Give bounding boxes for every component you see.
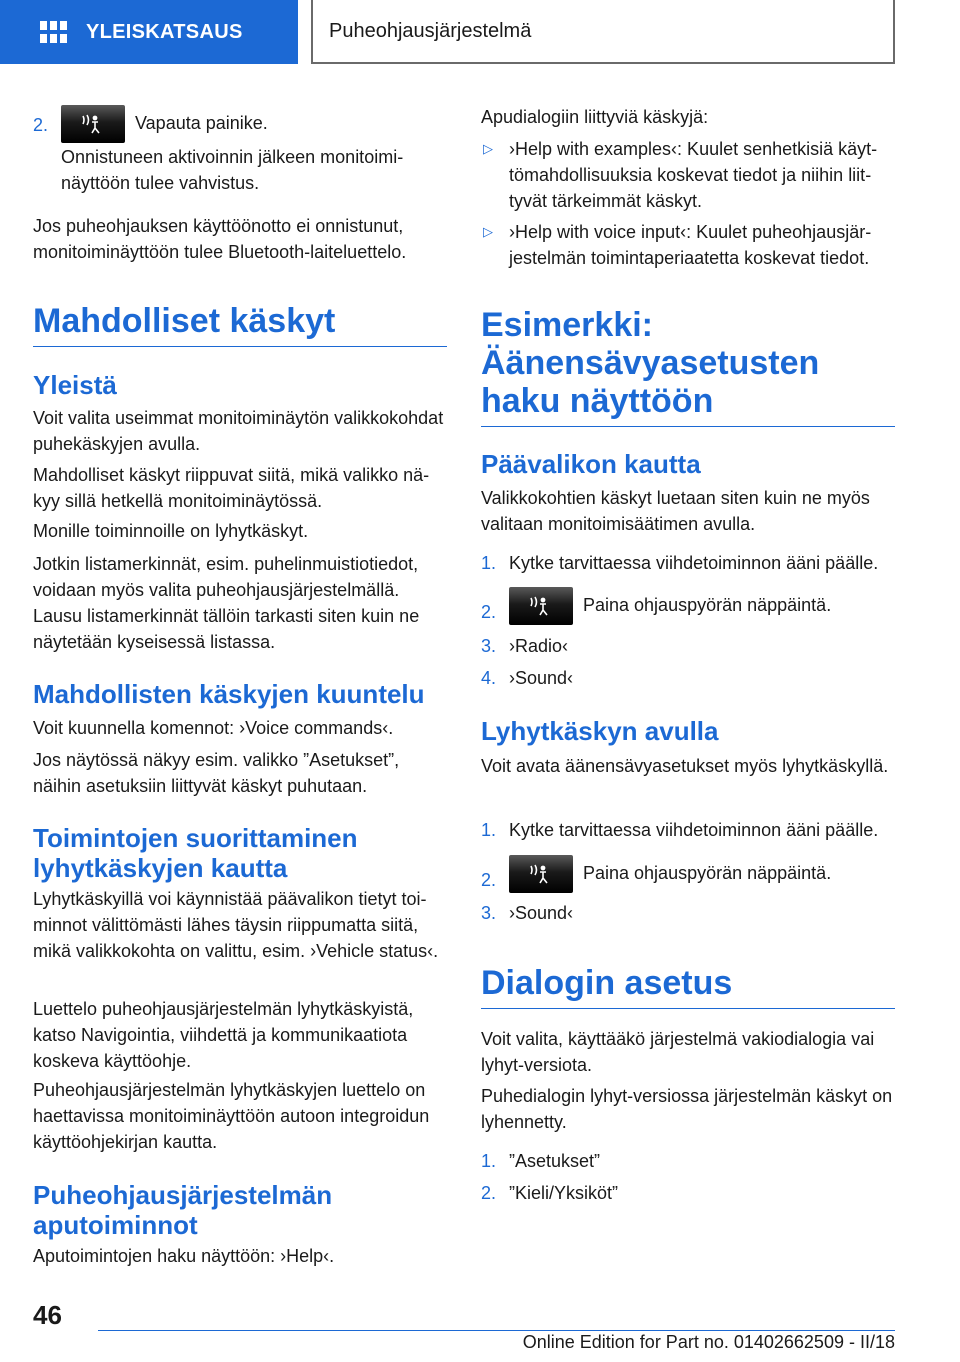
paragraph: Valikkokohtien käskyt luetaan siten kuin ne myös valitaan monitoimisäätimen avulla. xyxy=(481,488,870,534)
paragraph: Voit avata äänensävyasetukset myös lyhytkäskyllä. xyxy=(481,756,889,776)
step-note: Onnistuneen aktivoinnin jälkeen monitoiminäyttöön tulee vahvistus. xyxy=(61,147,404,193)
step-text: Vapauta painike. xyxy=(135,112,268,133)
bullet-icon: ▷ xyxy=(483,224,493,239)
step-text: ›Sound‹ xyxy=(509,903,574,923)
paragraph: Lyhytkäskyillä voi käynnistää päävalikon tietyt toiminnot välittömästi lähes täysin riippumatta siitä, mikä valikkokohta on valittu, esim. ›Vehicle status‹. xyxy=(33,889,439,961)
list-item xyxy=(481,633,895,659)
footer-divider xyxy=(98,1330,895,1331)
heading-aputoiminnot: Puheohjausjärjestelmän aputoiminnot xyxy=(33,1180,333,1240)
step-text: Kytke tarvittaessa viihdetoiminnon ääni päälle. xyxy=(509,553,879,573)
bullet-text: ›Help with examples‹: Kuulet senhetkisiä käyttömahdollisuuksia koskevat tiedot ja niihin liittyvät tärkeimmät käskyt. xyxy=(509,139,878,211)
step-number: 2. xyxy=(481,870,497,890)
step-text: ›Radio‹ xyxy=(509,636,569,656)
heading-mahdolliset-kaskyt: Mahdolliset käskyt xyxy=(33,302,447,347)
step-text: Paina ohjauspyörän näppäintä. xyxy=(583,594,832,615)
heading-kuuntelu: Mahdollisten käskyjen kuuntelu xyxy=(33,679,425,709)
paragraph: Voit kuunnella komennot: ›Voice commands‹. xyxy=(33,718,394,738)
page-number: 46 xyxy=(33,1300,62,1330)
paragraph: Monille toiminnoille on lyhytkäskyt. xyxy=(33,521,309,541)
list-item xyxy=(481,136,895,214)
paragraph: Voit valita, käyttääkö järjestelmä vakiodialogia vai lyhyt-versiota. xyxy=(481,1029,875,1075)
heading-lyhytkaskyn-avulla: Lyhytkäskyn avulla xyxy=(481,716,719,746)
paragraph: Apudialogiin liittyviä käskyjä: xyxy=(481,107,709,127)
step-number: 1. xyxy=(481,1151,497,1171)
list-item xyxy=(481,665,895,691)
list-item xyxy=(481,862,895,893)
section-title-text: Puheohjausjärjestelmä xyxy=(329,19,532,42)
footer-edition: Online Edition for Part no. 01402662509 - II/18 xyxy=(522,1332,895,1352)
voice-control-button-icon xyxy=(61,105,125,143)
list-item xyxy=(481,219,895,271)
list-item xyxy=(481,900,895,926)
step-text: Kytke tarvittaessa viihdetoiminnon ääni päälle. xyxy=(509,820,879,840)
paragraph: Mahdolliset käskyt riippuvat siitä, mikä valikko näkyy sillä hetkellä monitoiminäytössä. xyxy=(33,465,430,511)
paragraph: Puhedialogin lyhyt-versiossa järjestelmän käskyt on lyhennetty. xyxy=(481,1086,893,1132)
step-number: 1. xyxy=(481,553,497,573)
step-number: 2. xyxy=(33,115,49,135)
step-text: ›Sound‹ xyxy=(509,668,574,688)
step-text: ”Asetukset” xyxy=(509,1151,601,1171)
list-item xyxy=(481,594,895,625)
step-text: ”Kieli/Yksiköt” xyxy=(509,1183,619,1203)
left-column xyxy=(33,0,447,1300)
paragraph: Jotkin listamerkinnät, esim. puhelinmuistiotiedot, voidaan myös valita puheohjausjärjestelmällä. Lausu listamerkinnät tällöin tarkasti siten kuin ne näytetään kyseisessä listassa. xyxy=(33,554,420,652)
bullet-text: ›Help with voice input‹: Kuulet puheohjausjärjestelmän toimintaperiaatetta koskevat tiedot. xyxy=(509,222,872,268)
step-number: 2. xyxy=(481,1183,497,1203)
paragraph: Puheohjausjärjestelmän lyhytkäskyjen luettelo on haettavissa monitoiminäyttöön autoon integroidun käyttöohjekirjan kautta. xyxy=(33,1080,430,1152)
step-number: 3. xyxy=(481,636,497,656)
heading-yleista: Yleistä xyxy=(33,370,117,400)
step-number: 4. xyxy=(481,668,497,688)
voice-control-button-icon xyxy=(509,587,573,625)
right-column xyxy=(481,0,895,1300)
list-item xyxy=(481,817,895,843)
list-item xyxy=(481,1180,895,1206)
step-number: 1. xyxy=(481,820,497,840)
list-item xyxy=(481,1148,895,1174)
paragraph: Jos näytössä näkyy esim. valikko ”Asetukset”, näihin asetuksiin liittyvät käskyt puhutaan. xyxy=(33,750,400,796)
list-item xyxy=(481,550,895,576)
heading-dialogin-asetus: Dialogin asetus xyxy=(481,964,895,1009)
voice-control-button-icon xyxy=(509,855,573,893)
heading-esimerkki: Esimerkki: Äänensävyasetusten haku näyttöön xyxy=(481,306,895,427)
step-number: 3. xyxy=(481,903,497,923)
list-item xyxy=(33,112,447,196)
paragraph: Luettelo puheohjausjärjestelmän lyhytkäskyistä, katso Navigointia, viihdettä ja kommunikaatiota koskeva käyttöohje. xyxy=(33,999,414,1071)
header-tab-label: YLEISKATSAUS xyxy=(86,20,243,43)
heading-paavalikon-kautta: Päävalikon kautta xyxy=(481,449,701,479)
step-number: 2. xyxy=(481,602,497,622)
heading-lyhytkaskyt: Toimintojen suorittaminen lyhytkäskyjen kautta xyxy=(33,823,358,883)
paragraph: Jos puheohjauksen käyttöönotto ei onnistunut, monitoiminäyttöön tulee Bluetooth-laiteluettelo. xyxy=(33,216,407,262)
step-text: Paina ohjauspyörän näppäintä. xyxy=(583,862,832,883)
paragraph: Voit valita useimmat monitoiminäytön valikkokohdat puhekäskyjen avulla. xyxy=(33,408,444,454)
bullet-icon: ▷ xyxy=(483,141,493,156)
paragraph: Aputoimintojen haku näyttöön: ›Help‹. xyxy=(33,1246,335,1266)
